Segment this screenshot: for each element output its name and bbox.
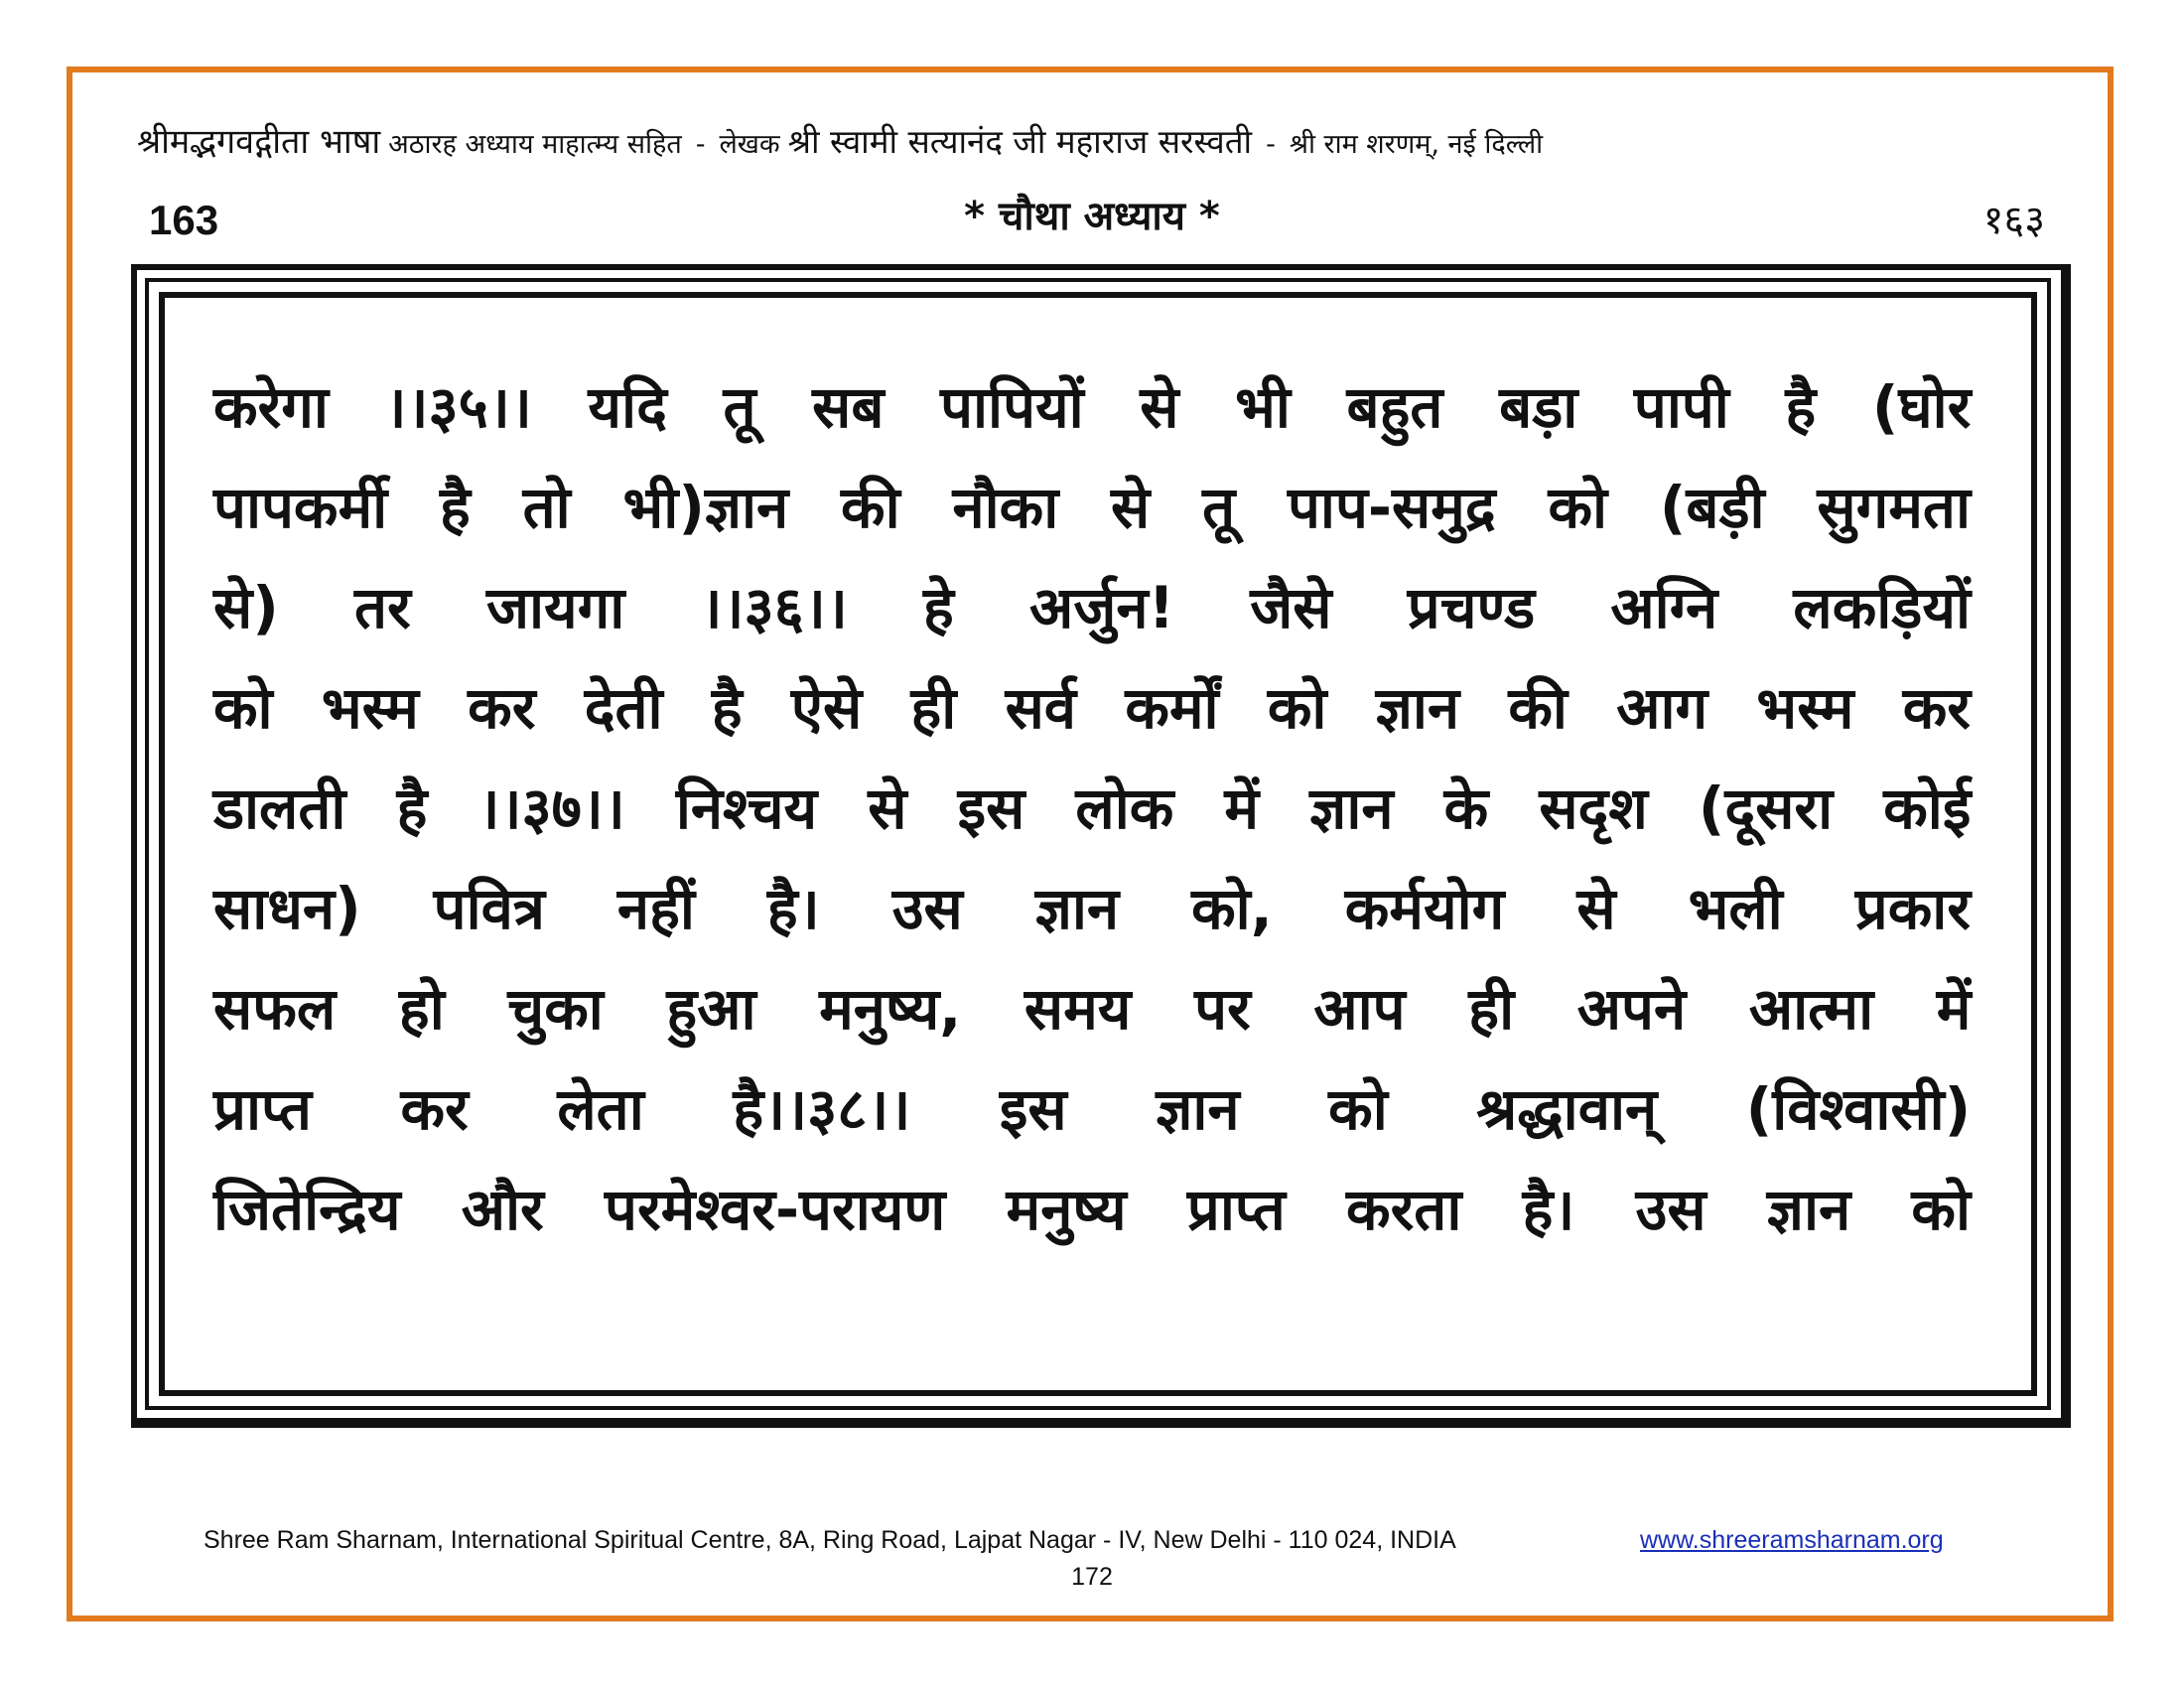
website-link[interactable]: www.shreeramsharnam.org [1640, 1526, 1944, 1554]
separator-dash: - [1266, 129, 1276, 160]
page-number-arabic: 163 [149, 197, 219, 243]
verse-line: करेगा ।।३५।। यदि तू सब पापियों से भी बहुत बड़ा पापी है (घोर [213, 373, 1972, 441]
verse-line: जितेन्द्रिय और परमेश्वर-परायण मनुष्य प्राप्त करता है। उस ज्ञान को [213, 1176, 1971, 1243]
verse-line: पापकर्मी है तो भी)ज्ञान की नौका से तू पाप-समुद्र को (बड़ी सुगमता [213, 474, 1972, 541]
page-number-devanagari: १६३ [1982, 198, 2045, 243]
separator-dash: - [695, 129, 706, 160]
pdf-page-number: 172 [1071, 1563, 1113, 1591]
verse-body [213, 357, 1971, 1260]
footer-address: Shree Ram Sharnam, International Spiritual Centre, 8A, Ring Road, Lajpat Nagar - IV, New Delhi - 110 024, INDIA [204, 1526, 1456, 1554]
verse-line: प्राप्त कर लेता है।।३८।। इस ज्ञान को श्रद्धावान् (विश्वासी) [213, 1075, 1972, 1143]
book-title: श्रीमद्भगवद्गीता भाषा [137, 122, 381, 162]
publisher-name: श्री राम शरणम्, नई दिल्ली [1289, 129, 1544, 160]
verse-line: डालती है ।।३७।। निश्चय से इस लोक में ज्ञान के सदृश (दूसरा कोई [213, 774, 1972, 842]
author-label: लेखक [719, 129, 780, 160]
verse-line: को भस्म कर देती है ऐसे ही सर्व कर्मों को ज्ञान की आग भस्म कर [213, 674, 1971, 742]
author-name: श्री स्वामी सत्यानंद जी महाराज सरस्वती [787, 122, 1253, 161]
chapter-title: * चौथा अध्याय * [964, 194, 1220, 239]
verse-line: से) तर जायगा ।।३६।। हे अर्जुन! जैसे प्रचण्ड अग्नि लकड़ियों [213, 574, 1971, 641]
verse-line: साधन) पवित्र नहीं है। उस ज्ञान को, कर्मयोग से भली प्रकार [213, 875, 1971, 942]
running-header [137, 117, 2063, 173]
book-subtitle: अठारह अध्याय माहात्म्य सहित [388, 129, 682, 160]
verse-line: सफल हो चुका हुआ मनुष्य, समय पर आप ही अपने आत्मा में [213, 975, 1972, 1043]
